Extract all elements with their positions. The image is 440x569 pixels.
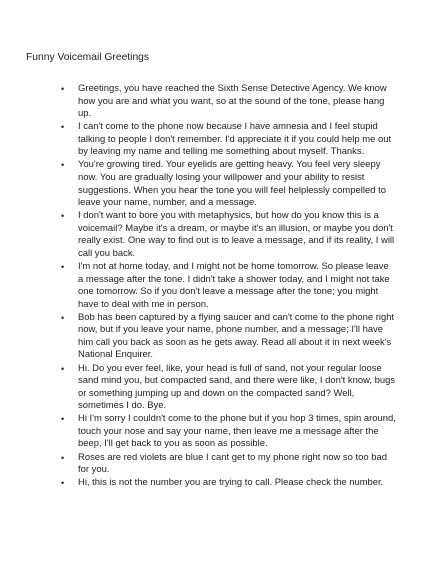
list-item — [0, 121, 440, 159]
bullet-icon: • — [61, 312, 65, 323]
greeting-text: Roses are red violets are blue I cant get to my phone right now so too bad for you. — [78, 451, 387, 476]
bullet-icon: • — [61, 211, 65, 222]
list-item — [0, 159, 440, 209]
bullet-icon: • — [61, 122, 65, 133]
bullet-icon: • — [61, 452, 65, 463]
greeting-text: I can't come to the phone now because I have amnesia and I feel stupid talking to people I don't remember. I'd appreciate it if you could help me out by leaving my name and telling me something about myself. Thanks. — [78, 121, 392, 158]
bullet-icon: • — [61, 414, 65, 425]
list-item — [0, 83, 440, 121]
greetings-list — [0, 83, 440, 490]
list-item — [0, 363, 440, 413]
document-title: Funny Voicemail Greetings — [26, 52, 150, 63]
bullet-icon: • — [61, 160, 65, 171]
greeting-text: I don't want to bore you with metaphysics, but how do you know this is a voicemail? Maybe it's a dream, or maybe it's an illusion, or maybe you don't really exist. One way to find out is to leave a message, and if its reality, I will call you back. — [78, 210, 395, 259]
greeting-text: Hi. Do you ever feel, like, your head is full of sand, not your regular loose sand mind you, but compacted sand, and there were like, I don't know, bugs or something jumping up and down on the compacted sand? Well, sometimes I do. Bye. — [78, 362, 396, 412]
list-item — [0, 312, 440, 362]
greeting-text: Hi I'm sorry I couldn't come to the phone but if you hop 3 times, spin around, touch your nose and say your name, then leave me a message after the beep, I'll get back to you as soon as possible. — [78, 413, 396, 450]
bullet-icon: • — [61, 262, 65, 273]
greeting-text: Greetings, you have reached the Sixth Sense Detective Agency. We know how you are and what you want, so at the sound of the tone, please hang up. — [78, 83, 387, 120]
bullet-icon: • — [61, 363, 65, 374]
list-item — [0, 261, 440, 311]
list-item — [0, 210, 440, 260]
greeting-text: Bob has been captured by a flying saucer and can't come to the phone right now, but if you leave your name, phone number, and a message; I'll have him call you back as soon as he gets away. Read all about it in next week's National Enquirer. — [78, 311, 395, 361]
list-item — [0, 413, 440, 451]
bullet-icon: • — [61, 478, 65, 489]
list-item — [0, 477, 440, 490]
list-item — [0, 452, 440, 477]
greeting-text: Hi, this is not the number you are trying to call. Please check the number. — [78, 477, 384, 489]
bullet-icon: • — [61, 84, 65, 94]
greeting-text: You're growing tired. Your eyelids are getting heavy. You feel very sleepy now. You are gradually losing your willpower and your ability to resist suggestions. When you hear the tone you will feel helplessly compelled to leave your name, number, and a message. — [78, 159, 386, 209]
greeting-text: I'm not at home today, and I might not be home tomorrow. So please leave a message after the tone. I didn't take a shower today, and I might not take one tomorrow. So if you don't leave a message after the tone; you might have to deal with me in person. — [78, 261, 390, 310]
